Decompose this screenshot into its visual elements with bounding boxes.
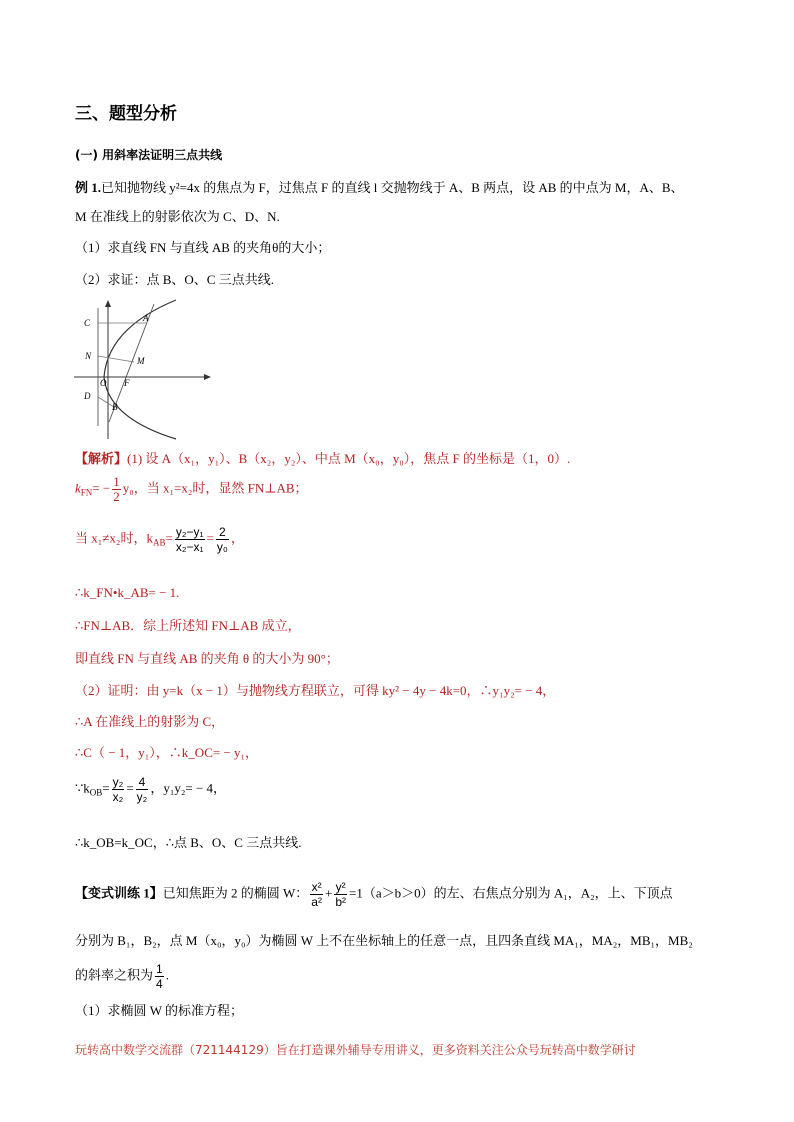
section-title: 三、题型分析 xyxy=(75,104,177,124)
solution-line7: （2）证明：由 y=k（x − 1）与抛物线方程联立，可得 ky² − 4y − 4k=0，∴y₁y₂= − 4， xyxy=(75,683,556,698)
fraction-2-over-y0: $\frac{2}{\text{y₀}}$ xyxy=(216,525,228,554)
fraction-x2-over-a2: $\frac{\text{x²}}{\text{a²}}$ xyxy=(311,880,322,909)
label-n: N xyxy=(85,351,92,361)
x-axis-arrow xyxy=(204,374,211,380)
fraction-one-quarter: $\frac{1}{4}$ xyxy=(156,962,163,991)
solution-line9: ∴C（ − 1，y₁），∴k_OC= − y₁， xyxy=(75,745,259,760)
variant-line3: 的斜率之积为 $\frac{1}{4}$ . xyxy=(75,962,169,991)
solution-line6: 即直线 FN 与直线 AB 的夹角 θ 的大小为 90°； xyxy=(75,651,339,666)
footer-note: 玩转高中数学交流群（721144129）旨在打造课外辅导专用讲义，更多资料关注公众号玩转高中数学研讨 xyxy=(75,1043,636,1057)
solution-line10: $\because k_{OB}=$ $\frac{\text{y₂}}{\text{x₂}}$ = $\frac{4}{\text{y₂}}$ ，y₁y₂= − 4， xyxy=(75,775,227,804)
subsection-title: (一) 用斜率法证明三点共线 xyxy=(75,148,223,162)
projection-nm xyxy=(98,356,134,362)
label-d: D xyxy=(84,391,91,401)
fraction-one-half: $\frac{1}{2}$ xyxy=(113,474,120,504)
parabola-figure xyxy=(74,298,214,440)
label-c: C xyxy=(84,318,91,328)
parabola-curve xyxy=(104,300,176,439)
solution-line8: ∴A 在准线上的射影为 C， xyxy=(75,714,225,729)
solution-line2: $k_{FN}=$ − $\frac{1}{2}$ y₀，当 x₁=x₂时，显然 FN⊥AB； xyxy=(75,474,308,504)
fraction-y2-over-b2: $\frac{\text{y²}}{\text{b²}}$ xyxy=(335,880,346,909)
fraction-slope-ob: $\frac{\text{y₂}}{\text{x₂}}$ xyxy=(112,775,124,804)
y-axis-arrow xyxy=(105,300,111,307)
label-m: M xyxy=(137,356,145,366)
example1-question1: （1）求直线 FN 与直线 AB 的夹角θ的大小； xyxy=(75,240,331,255)
example1-line2: M 在准线上的射影依次为 C、D、N. xyxy=(75,209,280,224)
example1-question2: （2）求证：点 B、O、C 三点共线. xyxy=(75,272,274,287)
variant-line1: 【变式训练 1】已知焦距为 2 的椭圆 W： $\frac{\text{x²}}{\text{a²}}$ + $\frac{\text{y²}}{\text{b²}}$ =1（a＞b＞0）的左、右焦点分别为 A₁，A₂，上、下顶点 xyxy=(75,880,673,909)
solution-line1: 【解析】(1) 设 A（x₁，y₁）、B（x₂，y₂）、中点 M（x₀，y₀），焦点 F 的坐标是（1，0）. xyxy=(75,451,571,466)
fraction-4-over-y2: $\frac{4}{\text{y₂}}$ xyxy=(136,775,148,804)
variant-question1: （1）求椭圆 W 的标准方程； xyxy=(75,1003,244,1018)
fraction-slope-ab: $\frac{\text{y₂−y₁}}{\text{x₂−x₁}}$ xyxy=(175,525,204,554)
example1-label: 例 1. xyxy=(75,180,102,195)
label-a: A xyxy=(143,313,149,323)
solution-tag: 【解析】 xyxy=(75,451,128,466)
solution-line3: 当 x₁≠x₂时，$k_{AB}=$ $\frac{\text{y₂−y₁}}{\text{x₂−x₁}}$ = $\frac{2}{\text{y₀}}$ ， xyxy=(75,525,244,554)
variant-tag: 【变式训练 1】 xyxy=(75,885,163,901)
label-b: B xyxy=(112,402,118,412)
label-o: O xyxy=(100,378,107,388)
variant-line2: 分别为 B₁，B₂，点 M（x₀，y₀）为椭圆 W 上不在坐标轴上的任意一点，且四条直线 MA₁，MA₂，MB₁，MB₂ xyxy=(75,933,693,948)
solution-line4: ∴k_FN•k_AB= − 1. xyxy=(75,585,180,600)
solution-line5: ∴FN⊥AB．综上所述知 FN⊥AB 成立， xyxy=(75,618,301,633)
solution-line11: ∴k_OB=k_OC，∴点 B、O、C 三点共线. xyxy=(75,835,302,850)
example1-line1: 例 1.已知抛物线 y²=4x 的焦点为 F，过焦点 F 的直线 l 交抛物线于 A、B 两点，设 AB 的中点为 M，A、B、 xyxy=(75,180,684,195)
label-f: F xyxy=(124,378,130,388)
